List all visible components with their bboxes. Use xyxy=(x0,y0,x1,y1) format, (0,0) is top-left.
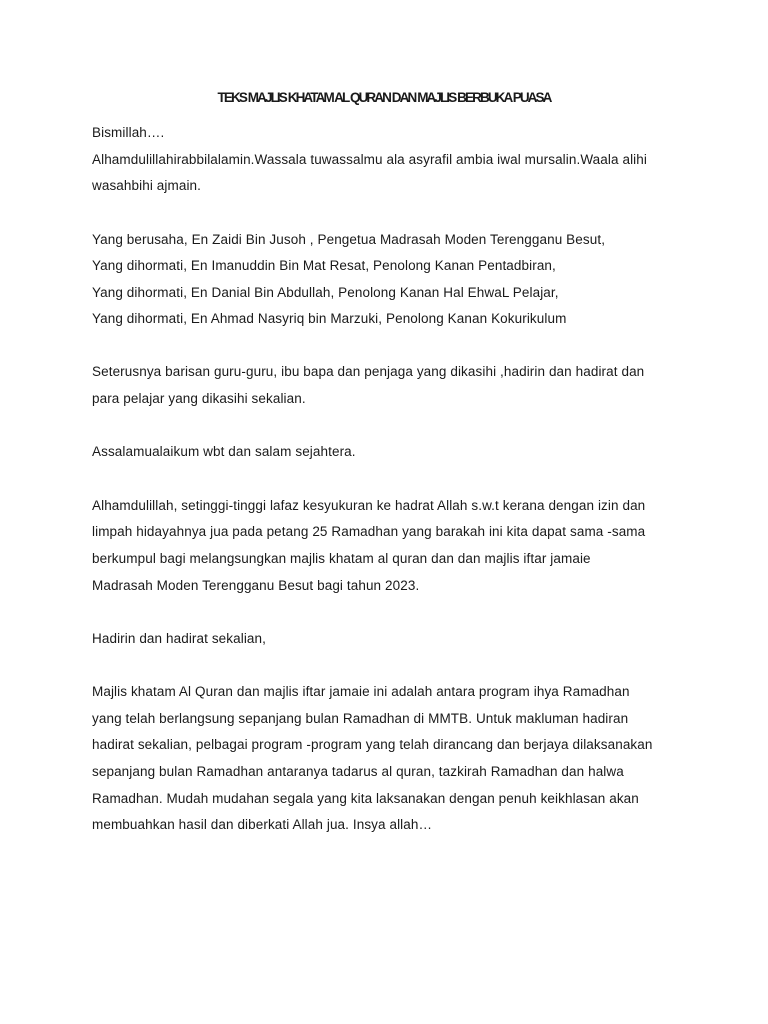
paragraph-line: hadirat sekalian, pelbagai program -program yang telah dirancang dan berjaya dilaksanakan xyxy=(92,737,653,752)
paragraph-line: Yang dihormati, En Imanuddin Bin Mat Resat, Penolong Kanan Pentadbiran, xyxy=(92,258,556,273)
paragraph-line: berkumpul bagi melangsungkan majlis khatam al quran dan dan majlis iftar jamaie xyxy=(92,551,591,566)
paragraph-line: Alhamdulillahirabbilalamin.Wassala tuwassalmu ala asyrafil ambia iwal mursalin.Waala alihi xyxy=(92,152,647,167)
paragraph-line: wasahbihi ajmain. xyxy=(92,178,202,193)
paragraph-line: Yang dihormati, En Ahmad Nasyriq bin Marzuki, Penolong Kanan Kokurikulum xyxy=(92,311,567,326)
paragraph-line: Bismillah…. xyxy=(92,125,165,140)
paragraph-line: Assalamualaikum wbt dan salam sejahtera. xyxy=(92,444,356,459)
paragraph-line: Ramadhan. Mudah mudahan segala yang kita laksanakan dengan penuh keikhlasan akan xyxy=(92,791,639,806)
paragraph-line: limpah hidayahnya jua pada petang 25 Ramadhan yang barakah ini kita dapat sama -sama xyxy=(92,524,646,539)
paragraph-line: Alhamdulillah, setinggi-tinggi lafaz kesyukuran ke hadrat Allah s.w.t kerana dengan izin dan xyxy=(92,498,646,513)
paragraph-line: yang telah berlangsung sepanjang bulan Ramadhan di MMTB. Untuk makluman hadiran xyxy=(92,711,629,726)
document-title: TEKS MAJLIS KHATAM AL QURAN DAN MAJLIS BERBUKA PUASA xyxy=(217,90,551,105)
paragraph-line: para pelajar yang dikasihi sekalian. xyxy=(92,391,306,406)
paragraph-line: membuahkan hasil dan diberkati Allah jua. Insya allah… xyxy=(92,817,433,832)
paragraph-line: Yang dihormati, En Danial Bin Abdullah, Penolong Kanan Hal EhwaL Pelajar, xyxy=(92,285,559,300)
paragraph-line: Hadirin dan hadirat sekalian, xyxy=(92,631,267,646)
paragraph-line: Seterusnya barisan guru-guru, ibu bapa dan penjaga yang dikasihi ,hadirin dan hadirat dan xyxy=(92,364,645,379)
paragraph-line: Yang berusaha, En Zaidi Bin Jusoh , Pengetua Madrasah Moden Terengganu Besut, xyxy=(92,232,606,247)
paragraph-line: Majlis khatam Al Quran dan majlis iftar jamaie ini adalah antara program ihya Ramadhan xyxy=(92,684,630,699)
paragraph-line: sepanjang bulan Ramadhan antaranya tadarus al quran, tazkirah Ramadhan dan halwa xyxy=(92,764,624,779)
paragraph-line: Madrasah Moden Terengganu Besut bagi tahun 2023. xyxy=(92,578,420,593)
